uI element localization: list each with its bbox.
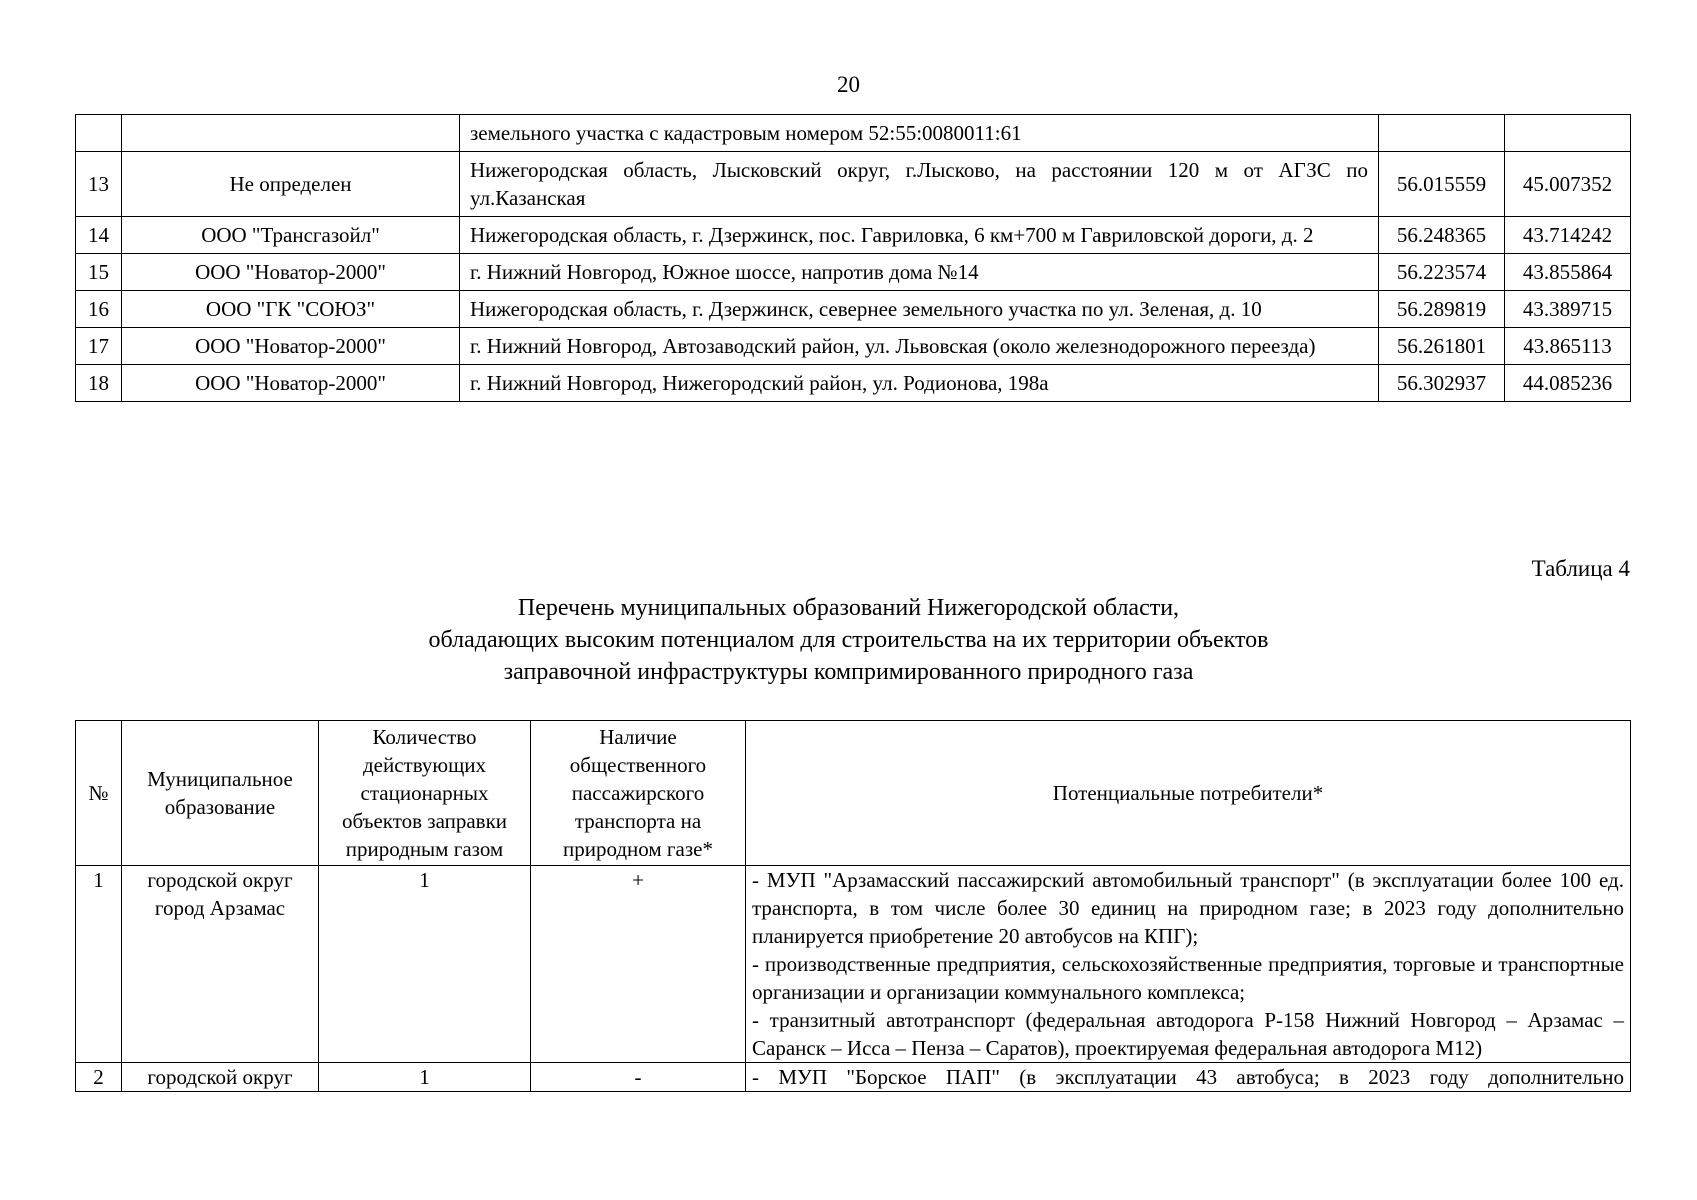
municipality: городской округ (122, 1063, 319, 1092)
stations-table (75, 114, 1631, 402)
latitude: 56.289819 (1379, 291, 1505, 328)
address: земельного участка с кадастровым номером 52:55:0080011:61 (460, 115, 1379, 152)
row-number: 15 (76, 254, 122, 291)
consumer-item: - производственные предприятия, сельскохозяйственные предприятия, торговые и транспортные организации и организации коммунального комплекса; (752, 952, 1624, 1004)
longitude: 44.085236 (1505, 365, 1631, 402)
header-number: № (76, 721, 122, 866)
municipalities-table (75, 720, 1631, 1092)
latitude: 56.248365 (1379, 217, 1505, 254)
page-number: 20 (837, 72, 860, 97)
organization (122, 115, 460, 152)
table-row (76, 1063, 1631, 1092)
address: г. Нижний Новгород, Южное шоссе, напротив дома №14 (460, 254, 1379, 291)
organization: ООО "Новатор-2000" (122, 328, 460, 365)
longitude: 43.855864 (1505, 254, 1631, 291)
consumer-item: - МУП "Борское ПАП" (в эксплуатации 43 автобуса; в 2023 году дополнительно (752, 1065, 1624, 1089)
latitude: 56.302937 (1379, 365, 1505, 402)
table-row (76, 365, 1631, 402)
address: г. Нижний Новгород, Автозаводский район, ул. Львовская (около железнодорожного переезда) (460, 328, 1379, 365)
table-row (76, 254, 1631, 291)
table-row (76, 152, 1631, 217)
header-station-count: Количество действующих стационарных объектов заправки природным газом (319, 721, 531, 866)
address: Нижегородская область, Лысковский округ, г.Лысково, на расстоянии 120 м от АГЗС по ул.Казанская (460, 152, 1379, 217)
table-title-line: заправочной инфраструктуры компримированного природного газа (503, 659, 1194, 685)
header-consumers: Потенциальные потребители* (746, 721, 1631, 866)
organization: Не определен (122, 152, 460, 217)
row-number: 14 (76, 217, 122, 254)
header-gas-transport: Наличие общественного пассажирского транспорта на природном газе* (531, 721, 746, 866)
gas-transport: - (531, 1063, 746, 1092)
table-row (76, 217, 1631, 254)
table-row (76, 115, 1631, 152)
row-number (76, 115, 122, 152)
consumers (746, 866, 1631, 1063)
longitude: 43.714242 (1505, 217, 1631, 254)
row-number: 1 (76, 866, 122, 1063)
row-number: 18 (76, 365, 122, 402)
address: г. Нижний Новгород, Нижегородский район, ул. Родионова, 198а (460, 365, 1379, 402)
header-row (76, 721, 1631, 866)
table-row (76, 328, 1631, 365)
consumer-item: - МУП "Арзамасский пассажирский автомобильный транспорт" (в эксплуатации более 100 ед. транспорта, в том числе более 30 единиц на природном газе; в 2023 году дополнительно планируется приобретение 20 автобусов на КПГ); (752, 868, 1624, 948)
organization: ООО "Трансгазойл" (122, 217, 460, 254)
row-number: 16 (76, 291, 122, 328)
municipality: городской округ город Арзамас (122, 866, 319, 1063)
station-count: 1 (319, 866, 531, 1063)
address: Нижегородская область, г. Дзержинск, севернее земельного участка по ул. Зеленая, д. 10 (460, 291, 1379, 328)
table-label: Таблица 4 (1531, 556, 1630, 581)
latitude: 56.015559 (1379, 152, 1505, 217)
organization: ООО "Новатор-2000" (122, 254, 460, 291)
longitude: 45.007352 (1505, 152, 1631, 217)
organization: ООО "ГК "СОЮЗ" (122, 291, 460, 328)
table-title-line: обладающих высоким потенциалом для строительства на их территории объектов (428, 627, 1269, 653)
latitude: 56.223574 (1379, 254, 1505, 291)
organization: ООО "Новатор-2000" (122, 365, 460, 402)
table-row (76, 866, 1631, 1063)
row-number: 17 (76, 328, 122, 365)
table-title-line: Перечень муниципальных образований Нижегородской области, (517, 595, 1180, 621)
longitude (1505, 115, 1631, 152)
longitude: 43.865113 (1505, 328, 1631, 365)
longitude: 43.389715 (1505, 291, 1631, 328)
consumer-item: - транзитный автотранспорт (федеральная автодорога Р-158 Нижний Новгород – Арзамас – Саранск – Исса – Пенза – Саратов), проектируемая федеральная автодорога М12) (752, 1008, 1624, 1060)
gas-transport: + (531, 866, 746, 1063)
consumers (746, 1063, 1631, 1092)
row-number: 13 (76, 152, 122, 217)
table-row (76, 291, 1631, 328)
row-number: 2 (76, 1063, 122, 1092)
latitude: 56.261801 (1379, 328, 1505, 365)
header-municipality: Муниципальное образование (122, 721, 319, 866)
table-title (0, 592, 1697, 688)
latitude (1379, 115, 1505, 152)
address: Нижегородская область, г. Дзержинск, пос. Гавриловка, 6 км+700 м Гавриловской дороги, д. 2 (460, 217, 1379, 254)
station-count: 1 (319, 1063, 531, 1092)
